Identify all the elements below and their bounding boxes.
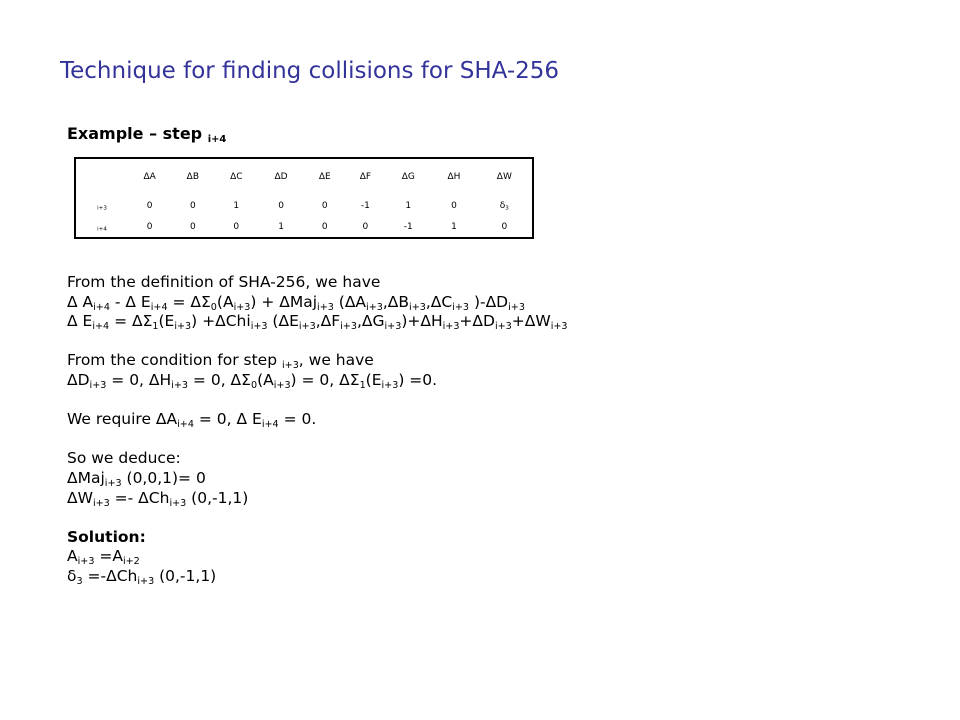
table-cell: 1 [451, 221, 457, 232]
equation-line: ΔMaj$_{i+3}$ (0,0,1)= 0 [67, 468, 206, 489]
example-heading: Example – step $_{i+4}$ [67, 124, 227, 145]
header-cell: ΔG [401, 172, 415, 182]
equation-line: Δ $E_{i+4} = \Delta\Sigma_1(E_{i+3}) +\Delta Chi_{i+3}$ $(\Delta E_{i+3},\Delta F_{i+3},\Delta G_{i+3})+\Delta H_{i+3}+\Delta D_{i+3}+\Delta W_{i+3}$ [67, 312, 568, 333]
header-cell: ΔB [186, 172, 199, 182]
solution-heading: Solution: [67, 527, 146, 546]
equation-line: We require $\Delta A_{i+4} = 0$, Δ $E_{i+4} = 0$. [67, 410, 317, 431]
text-line: So we deduce: [67, 449, 181, 468]
header-cell: ΔD [274, 172, 288, 182]
header-cell: ΔW [496, 172, 512, 182]
table-cell: 0 [189, 200, 196, 211]
table-row [75, 195, 533, 216]
equation-line: Δ $A_{i+4}$ - Δ $E_{i+4} = \Delta\Sigma_0(A_{i+3}) + \Delta Maj_{i+3}$ ($\Delta A_{i+3},\Delta B_{i+3},\Delta C_{i+3}$ )$-\Delta D_{i+3}$ [67, 292, 525, 313]
table-cell: 0 [321, 221, 328, 232]
difference-table [74, 157, 534, 239]
header-cell [75, 158, 128, 195]
table-cell: 0 [233, 221, 240, 232]
slide-title: Technique for finding collisions for SHA-256 [60, 58, 560, 84]
table-cell: 0 [321, 200, 328, 211]
table-cell: 1 [405, 200, 412, 211]
row-label: i+4 [97, 226, 107, 233]
header-cell: ΔC [230, 172, 243, 182]
table-header-row [75, 158, 533, 195]
table-cell: 0 [451, 200, 457, 211]
table-cell: -1 [360, 200, 370, 211]
explanation-text [67, 273, 568, 587]
header-cell: ΔE [318, 172, 331, 182]
header-cell: ΔA [143, 172, 156, 182]
table-cell: -1 [403, 221, 413, 232]
table-cell: 0 [362, 221, 369, 232]
table-cell: 0 [278, 200, 284, 211]
table-cell: 0 [189, 221, 196, 232]
table-row [75, 216, 533, 238]
row-label: i+3 [97, 205, 107, 212]
header-cell: ΔF [359, 172, 372, 182]
equation-line: $\delta_3 =-\Delta Ch_{i+3}$ (0,-1,1) [67, 566, 217, 587]
blank-line [67, 508, 568, 528]
header-cell: ΔH [447, 172, 461, 182]
equation-line: $\Delta W_{i+3} =- \Delta Ch_{i+3}$ (0,-1,1) [67, 488, 249, 509]
table-cell: 1 [233, 200, 240, 211]
equation-line: $A_{i+3} =A_{i+2}$ [67, 547, 140, 568]
text-line: From the condition for step $_{i+3}$, we have [67, 351, 374, 372]
text-line: From the definition of SHA-256, we have [67, 273, 381, 291]
equation-line: $\Delta D_{i+3} = 0$, $\Delta H_{i+3} = 0$, $\Delta\Sigma_0(A_{i+3}) = 0$, $\Delta\Sigma_1(E_{i+3}) =0$. [67, 370, 438, 391]
table-cell: 0 [501, 221, 508, 232]
table-cell: 0 [146, 200, 153, 211]
blank-line [67, 391, 568, 411]
table-cell: 1 [278, 221, 284, 232]
blank-line [67, 430, 568, 450]
table-cell: $\delta_3$ [499, 200, 509, 212]
blank-line [67, 332, 568, 352]
table-cell: 0 [146, 221, 153, 232]
